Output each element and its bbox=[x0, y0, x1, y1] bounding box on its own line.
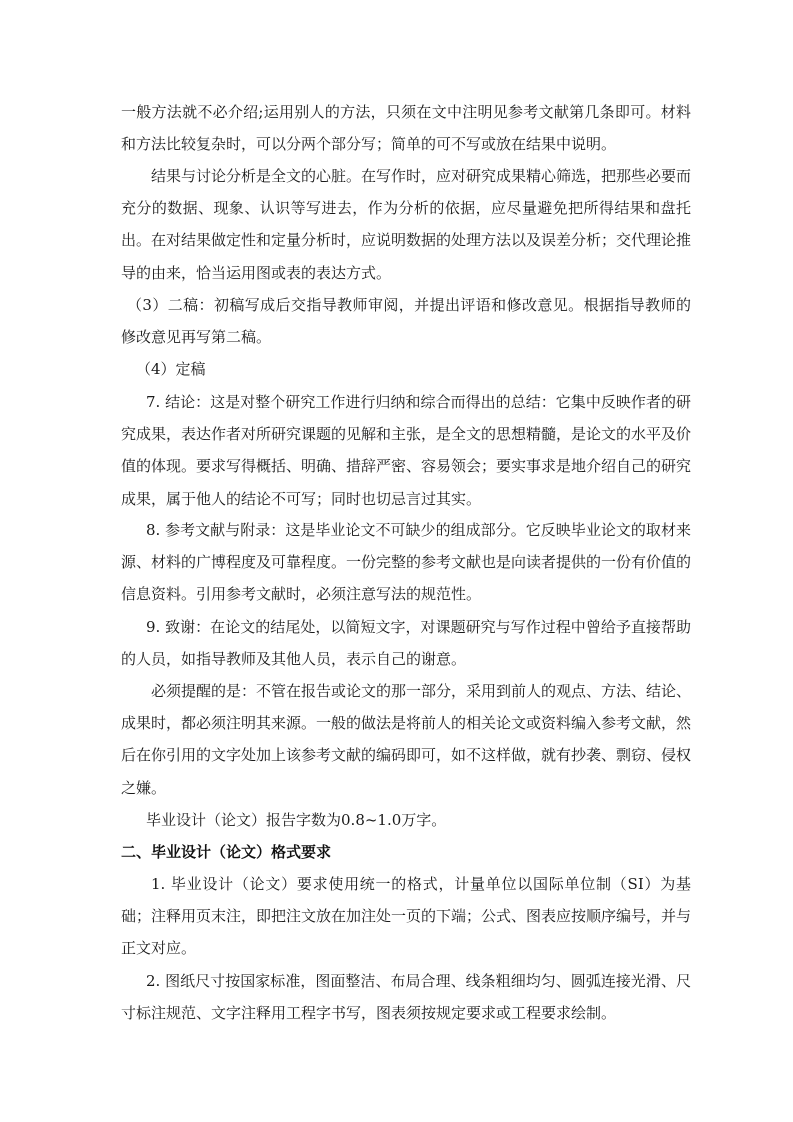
paragraph-word-count: 毕业设计（论文）报告字数为0.8~1.0万字。 bbox=[146, 811, 447, 829]
paragraph-citation-reminder: 必须提醒的是：不管在报告或论文的那一部分，采用到前人的观点、方法、结论、成果时，都必须注明其来源。一般的做法是将前人的相关论文或资料编入参考文献，然后在你引用的文字处加上该参考文献的编码即可，如不这样做，就有抄袭、剽窃、侵权之嫌。 bbox=[121, 682, 692, 797]
paragraph-results-discussion: 结果与讨论分析是全文的心脏。在写作时，应对研究成果精心筛选，把那些必要而充分的数据、现象、认识等写进去，作为分析的依据，应尽量避免把所得结果和盘托出。在对结果做定性和定量分析时，应说明数据的处理方法以及误差分析；交代理论推导的由来，恰当运用图或表的表达方式。 bbox=[121, 167, 692, 282]
paragraph-final-draft: （4）定稿 bbox=[136, 360, 206, 378]
format-item-drawings: 2. 图纸尺寸按国家标准，图面整洁、布局合理、线条粗细均匀、圆弧连接光滑、尺寸标注规范、文字注释用工程字书写，图表须按规定要求或工程要求绘制。 bbox=[121, 972, 691, 1023]
format-item-unified-format: 1. 毕业设计（论文）要求使用统一的格式，计量单位以国际单位制（SI）为基础；注释用页末注，即把注文放在加注处一页的下端；公式、图表应按顺序编号，并与正文对应。 bbox=[121, 875, 692, 958]
paragraph-methods-cont: 一般方法就不必介绍;运用别人的方法，只须在文中注明见参考文献第几条即可。材料和方法比较复杂时，可以分两个部分写；简单的可不写或放在结果中说明。 bbox=[121, 103, 691, 154]
paragraph-second-draft: （3）二稿：初稿写成后交指导教师审阅，并提出评语和修改意见。根据指导教师的修改意见再写第二稿。 bbox=[121, 296, 691, 347]
paragraph-acknowledgement: 9. 致谢：在论文的结尾处，以简短文字，对课题研究与写作过程中曾给予直接帮助的人员，如指导教师及其他人员，表示自己的谢意。 bbox=[121, 618, 691, 669]
paragraph-conclusion: 7. 结论：这是对整个研究工作进行归纳和综合而得出的总结：它集中反映作者的研究成果，表达作者对所研究课题的见解和主张，是全文的思想精髓，是论文的水平及价值的体现。要求写得概括、明确、措辞严密、容易领会；要实事求是地介绍自己的研究成果，属于他人的结论不可写；同时也切忌言过其实。 bbox=[121, 393, 692, 508]
paragraph-references: 8. 参考文献与附录：这是毕业论文不可缺少的组成部分。它反映毕业论文的取材来源、材料的广博程度及可靠程度。一份完整的参考文献也是向读者提供的一份有价值的信息资料。引用参考文献时，必须注意写法的规范性。 bbox=[121, 521, 692, 604]
section-heading-format-requirements: 二、毕业设计（论文）格式要求 bbox=[121, 843, 332, 861]
